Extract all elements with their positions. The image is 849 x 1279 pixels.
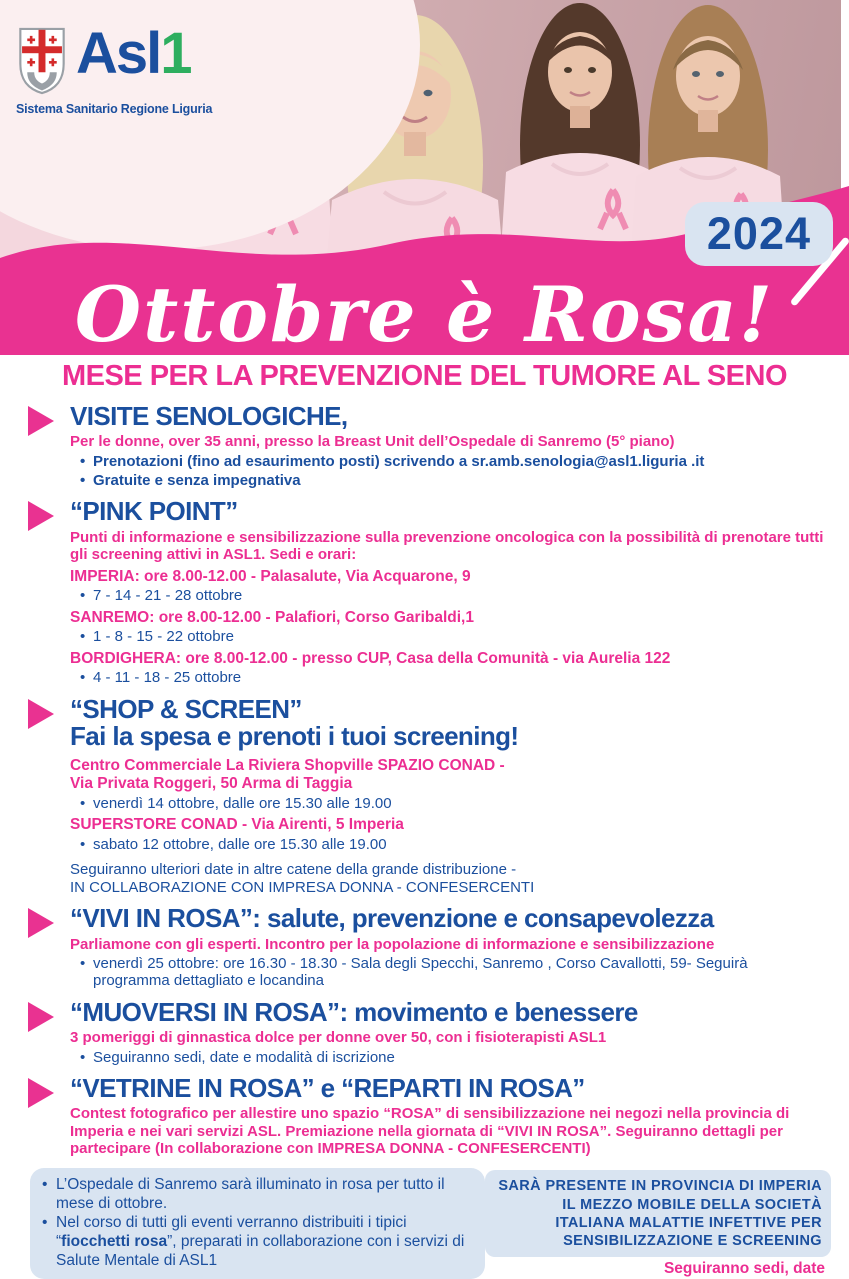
note-text: ”, preparati in collaborazione con i servizi di Salute Mentale di ASL1: [56, 1233, 465, 1270]
venue-dates: [76, 628, 831, 645]
venue-dates: [76, 669, 831, 686]
arrow-right-icon: [28, 908, 54, 938]
venue-dates: [76, 836, 831, 853]
note-text: Nel corso di tutti gli eventi verranno distribuiti i tipici “: [56, 1214, 407, 1251]
section-subtitle: 3 pomeriggi di ginnastica dolce per donne over 50, con i fisioterapisti ASL1: [70, 1029, 607, 1047]
section-muoversi-in-rosa: [28, 996, 831, 1066]
arrow-right-icon: [28, 501, 54, 531]
bullet-item: • Seguiranno sedi, date e modalità di iscrizione: [76, 1049, 831, 1066]
hero-banner: [0, 0, 849, 355]
right-note: [485, 1170, 831, 1278]
dates-item: • 7 - 14 - 21 - 28 ottobre: [76, 587, 831, 604]
logo-one-text: 1: [160, 21, 191, 86]
venue-line: BORDIGHERA: ore 8.00-12.00 - presso CUP, Casa della Comunità - via Aurelia 122: [70, 649, 671, 667]
arrow-right-icon: [28, 406, 54, 436]
liguria-shield-crest-icon: [16, 26, 68, 96]
logo-tagline: Sistema Sanitario Regione Liguria: [16, 102, 213, 116]
logo-wordmark: [76, 21, 191, 86]
section-pink-point: [28, 498, 831, 686]
bullet-item: • Prenotazioni (fino ad esaurimento posti) scrivendo a sr.amb.senologia@asl1.liguria .it: [76, 453, 831, 470]
footer-notes: [0, 1166, 849, 1279]
section-title: “MUOVERSI IN ROSA”: movimento e benessere: [70, 996, 638, 1027]
section-title: “VIVI IN ROSA”: salute, prevenzione e consapevolezza: [70, 903, 714, 934]
arrow-right-icon: [28, 1078, 54, 1108]
venue-line: Centro Commerciale La Riviera Shopville SPAZIO CONAD -: [70, 757, 505, 775]
section-title-line2: Fai la spesa e prenoti i tuoi screening!: [70, 720, 519, 751]
section-subtitle: Punti di informazione e sensibilizzazione sulla prevenzione oncologica con la possibilità di prenotare tutti gli screening attivi in ASL1. Sedi e orari:: [70, 528, 824, 564]
year-badge: 2024: [685, 202, 833, 266]
poster-title-script: Ottobre è Rosa!: [74, 270, 775, 355]
footnote-line: Seguiranno ulteriori date in altre catene della grande distribuzione -: [70, 861, 517, 879]
venue-line: IMPERIA: ore 8.00-12.00 - Palasalute, Via Acquarone, 9: [70, 567, 471, 585]
section-subtitle: Parliamone con gli esperti. Incontro per la popolazione di informazione e sensibilizzazione: [70, 935, 715, 953]
dates-item: • venerdì 14 ottobre, dalle ore 15.30 alle 19.00: [76, 795, 831, 812]
left-note-box: [30, 1168, 485, 1279]
events-list: [0, 397, 849, 1157]
right-note-footer: Seguiranno sedi, date: [663, 1259, 825, 1277]
strapline: MESE PER LA PREVENZIONE DEL TUMORE AL SENO: [0, 355, 849, 397]
right-note-box: SARÀ PRESENTE IN PROVINCIA DI IMPERIA IL MEZZO MOBILE DELLA SOCIETÀ ITALIANA MALATTIE INFETTIVE PER SENSIBILIZZAZIONE E SCREENING: [485, 1170, 831, 1257]
section-title: “PINK POINT”: [70, 496, 238, 527]
section-subtitle: Contest fotografico per allestire uno spazio “ROSA” di sensibilizzazione nei negozi nella provincia di Imperia e nei vari servizi ASL. Premiazione nella giornata di “VIVI IN ROSA”. Seguiranno dettagli per partecipare (In collaborazione con IMPRESA DONNA - CONFESERCENTI): [70, 1105, 790, 1158]
section-shop-and-screen: [28, 693, 831, 897]
section-title: “VETRINE IN ROSA” e “REPARTI IN ROSA”: [70, 1072, 585, 1103]
arrow-right-icon: [28, 1002, 54, 1032]
venue-line: Via Privata Roggeri, 50 Arma di Taggia: [70, 774, 353, 792]
bullet-list: [76, 955, 816, 990]
bullet-list: [76, 453, 831, 490]
dates-item: • 4 - 11 - 18 - 25 ottobre: [76, 669, 831, 686]
section-title: VISITE SENOLOGICHE,: [70, 401, 348, 431]
venue-dates: [76, 587, 831, 604]
note-text: L’Ospedale di Sanremo sarà illuminato in rosa per tutto il mese di ottobre.: [56, 1176, 445, 1213]
note-item: [40, 1214, 475, 1271]
section-vetrine-reparti-in-rosa: [28, 1072, 831, 1158]
bullet-list: [76, 1049, 831, 1066]
arrow-right-icon: [28, 699, 54, 729]
dates-item: • sabato 12 ottobre, dalle ore 15.30 alle 19.00: [76, 836, 831, 853]
venue-dates: [76, 795, 831, 812]
bullet-item: • venerdì 25 ottobre: ore 16.30 - 18.30 - Sala degli Specchi, Sanremo , Corso Cavallotti, 59- Seguirà programma dettagliato e locandina: [76, 955, 816, 990]
asl1-logo: [16, 21, 276, 116]
dates-item: • 1 - 8 - 15 - 22 ottobre: [76, 628, 831, 645]
bullet-item: • Gratuite e senza impegnativa: [76, 472, 831, 489]
section-title: “SHOP & SCREEN”: [70, 693, 302, 724]
note-text-bold: fiocchetti rosa: [61, 1233, 168, 1251]
section-visite-senologiche: [28, 403, 831, 489]
section-vivi-in-rosa: [28, 905, 831, 989]
footnote-line: IN COLLABORAZIONE CON IMPRESA DONNA - CONFESERCENTI: [70, 878, 535, 896]
venue-line: SUPERSTORE CONAD - Via Airenti, 5 Imperia: [70, 815, 404, 833]
note-item: [40, 1176, 475, 1214]
logo-asl-text: Asl: [76, 21, 161, 86]
venue-line: SANREMO: ore 8.00-12.00 - Palafiori, Corso Garibaldi,1: [70, 608, 474, 626]
section-subtitle: Per le donne, over 35 anni, presso la Breast Unit dell’Ospedale di Sanremo (5° piano): [70, 433, 675, 451]
